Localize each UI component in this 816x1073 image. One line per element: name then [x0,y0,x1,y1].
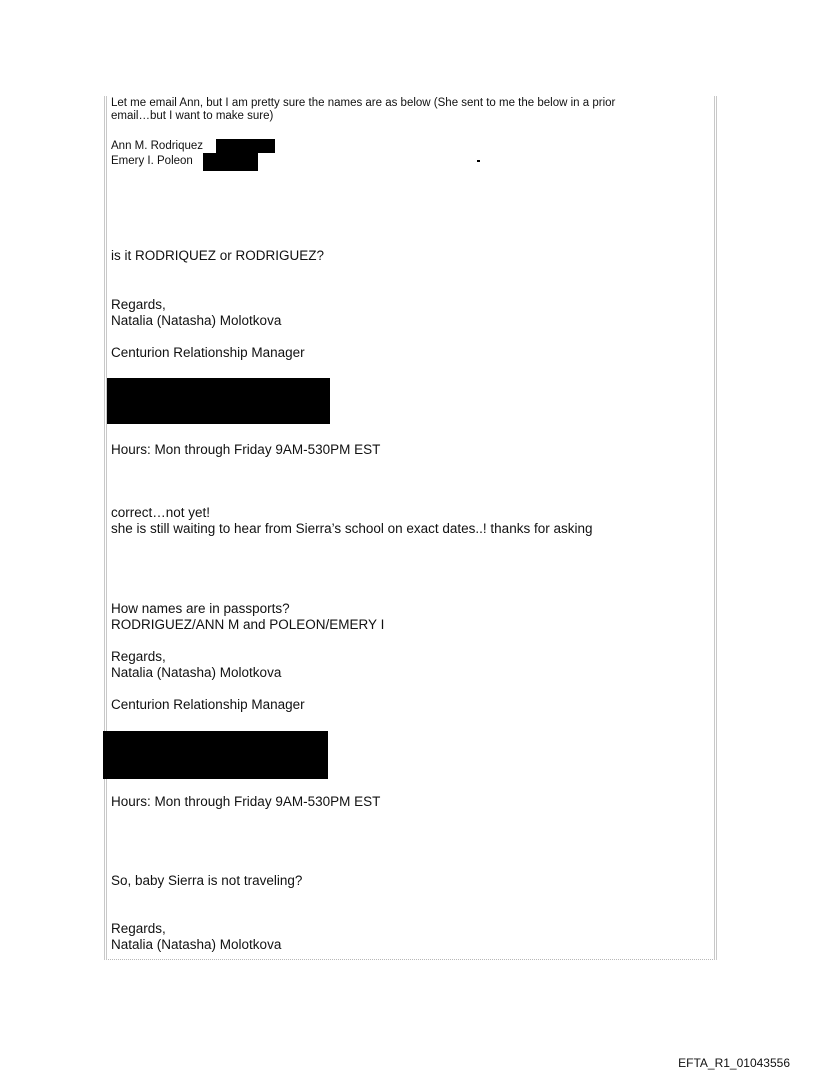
reply2-line1: correct…not yet! [111,505,211,520]
reply1-line1: Let me email Ann, but I am pretty sure the names are as below (She sent to me the below in a prior [111,97,616,109]
msg1-role: Centurion Relationship Manager [111,345,305,360]
reply1-line2: email…but I want to make sure) [111,110,274,122]
msg1-hours: Hours: Mon through Friday 9AM-530PM EST [111,442,381,457]
stray-mark [477,160,480,162]
msg2-line2: RODRIGUEZ/ANN M and POLEON/EMERY I [111,617,385,632]
msg2-line1: How names are in passports? [111,601,290,616]
msg2-hours: Hours: Mon through Friday 9AM-530PM EST [111,794,381,809]
msg3-question: So, baby Sierra is not traveling? [111,873,303,888]
msg1-sender: Natalia (Natasha) Molotkova [111,313,282,328]
reply1-name1: Ann M. Rodriquez [111,140,204,152]
redaction-box [103,731,328,779]
msg2-role: Centurion Relationship Manager [111,697,305,712]
msg2-regards: Regards, [111,649,166,664]
msg2-sender: Natalia (Natasha) Molotkova [111,665,282,680]
msg3-sender: Natalia (Natasha) Molotkova [111,937,282,952]
msg3-regards: Regards, [111,921,166,936]
redaction-box [216,139,275,153]
document-id: EFTA_R1_01043556 [678,1056,790,1070]
reply2-line2: she is still waiting to hear from Sierra’s school on exact dates..! thanks for asking [111,521,593,536]
redaction-box [107,378,330,424]
redaction-box [203,153,258,171]
msg1-regards: Regards, [111,297,166,312]
msg1-question: is it RODRIQUEZ or RODRIGUEZ? [111,248,325,263]
reply1-name2: Emery I. Poleon [111,155,193,167]
